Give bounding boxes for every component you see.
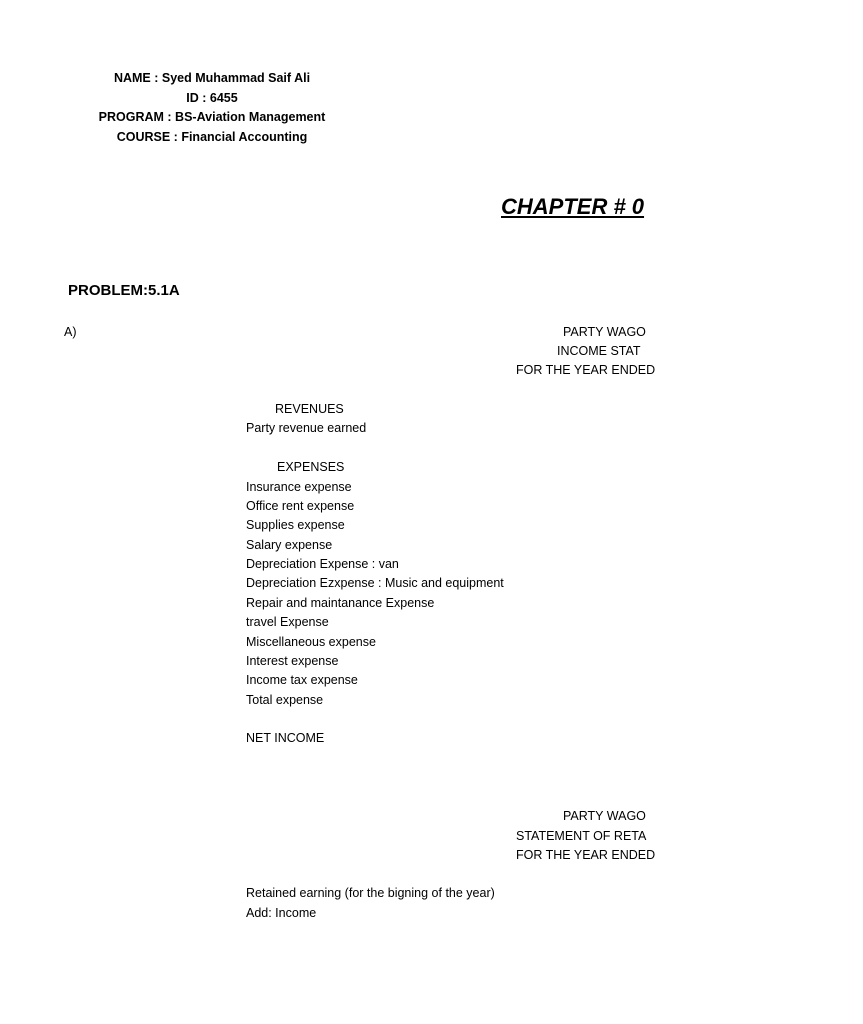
revenues-heading: REVENUES <box>275 402 344 416</box>
net-income: NET INCOME <box>246 731 325 745</box>
chapter-title: CHAPTER # 0 <box>501 194 645 219</box>
expense-item: Interest expense <box>246 654 339 668</box>
retained-period: FOR THE YEAR ENDED <box>516 848 656 862</box>
student-id: ID : 6455 <box>186 91 238 105</box>
course-name: COURSE : Financial Accounting <box>116 130 308 144</box>
expense-item: Income tax expense <box>246 673 358 687</box>
income-statement-title: INCOME STAT <box>557 344 641 358</box>
part-a-label: A) <box>64 325 77 339</box>
retained-item: Add: Income <box>246 906 317 920</box>
expense-item: Office rent expense <box>246 499 355 513</box>
retained-company: PARTY WAGO <box>563 809 646 823</box>
expense-item: travel Expense <box>246 615 329 629</box>
expense-item: Depreciation Expense : van <box>246 557 399 571</box>
retained-title: STATEMENT OF RETA <box>516 829 647 843</box>
expense-item: Miscellaneous expense <box>246 635 376 649</box>
income-statement-period: FOR THE YEAR ENDED <box>516 363 656 377</box>
student-name: NAME : Syed Muhammad Saif Ali <box>113 71 311 85</box>
expense-item: Salary expense <box>246 538 333 552</box>
revenue-item: Party revenue earned <box>246 421 367 435</box>
income-statement-company: PARTY WAGO <box>563 325 646 339</box>
retained-item: Retained earning (for the bigning of the year) <box>246 886 495 900</box>
expense-item: Insurance expense <box>246 480 352 494</box>
problem-label: PROBLEM:5.1A <box>68 282 180 299</box>
expenses-heading: EXPENSES <box>277 460 345 474</box>
expense-item: Repair and maintanance Expense <box>246 596 435 610</box>
expense-item: Supplies expense <box>246 518 345 532</box>
total-expense: Total expense <box>246 693 324 707</box>
expense-item: Depreciation Ezxpense : Music and equipment <box>246 576 504 590</box>
student-program: PROGRAM : BS-Aviation Management <box>98 110 326 124</box>
